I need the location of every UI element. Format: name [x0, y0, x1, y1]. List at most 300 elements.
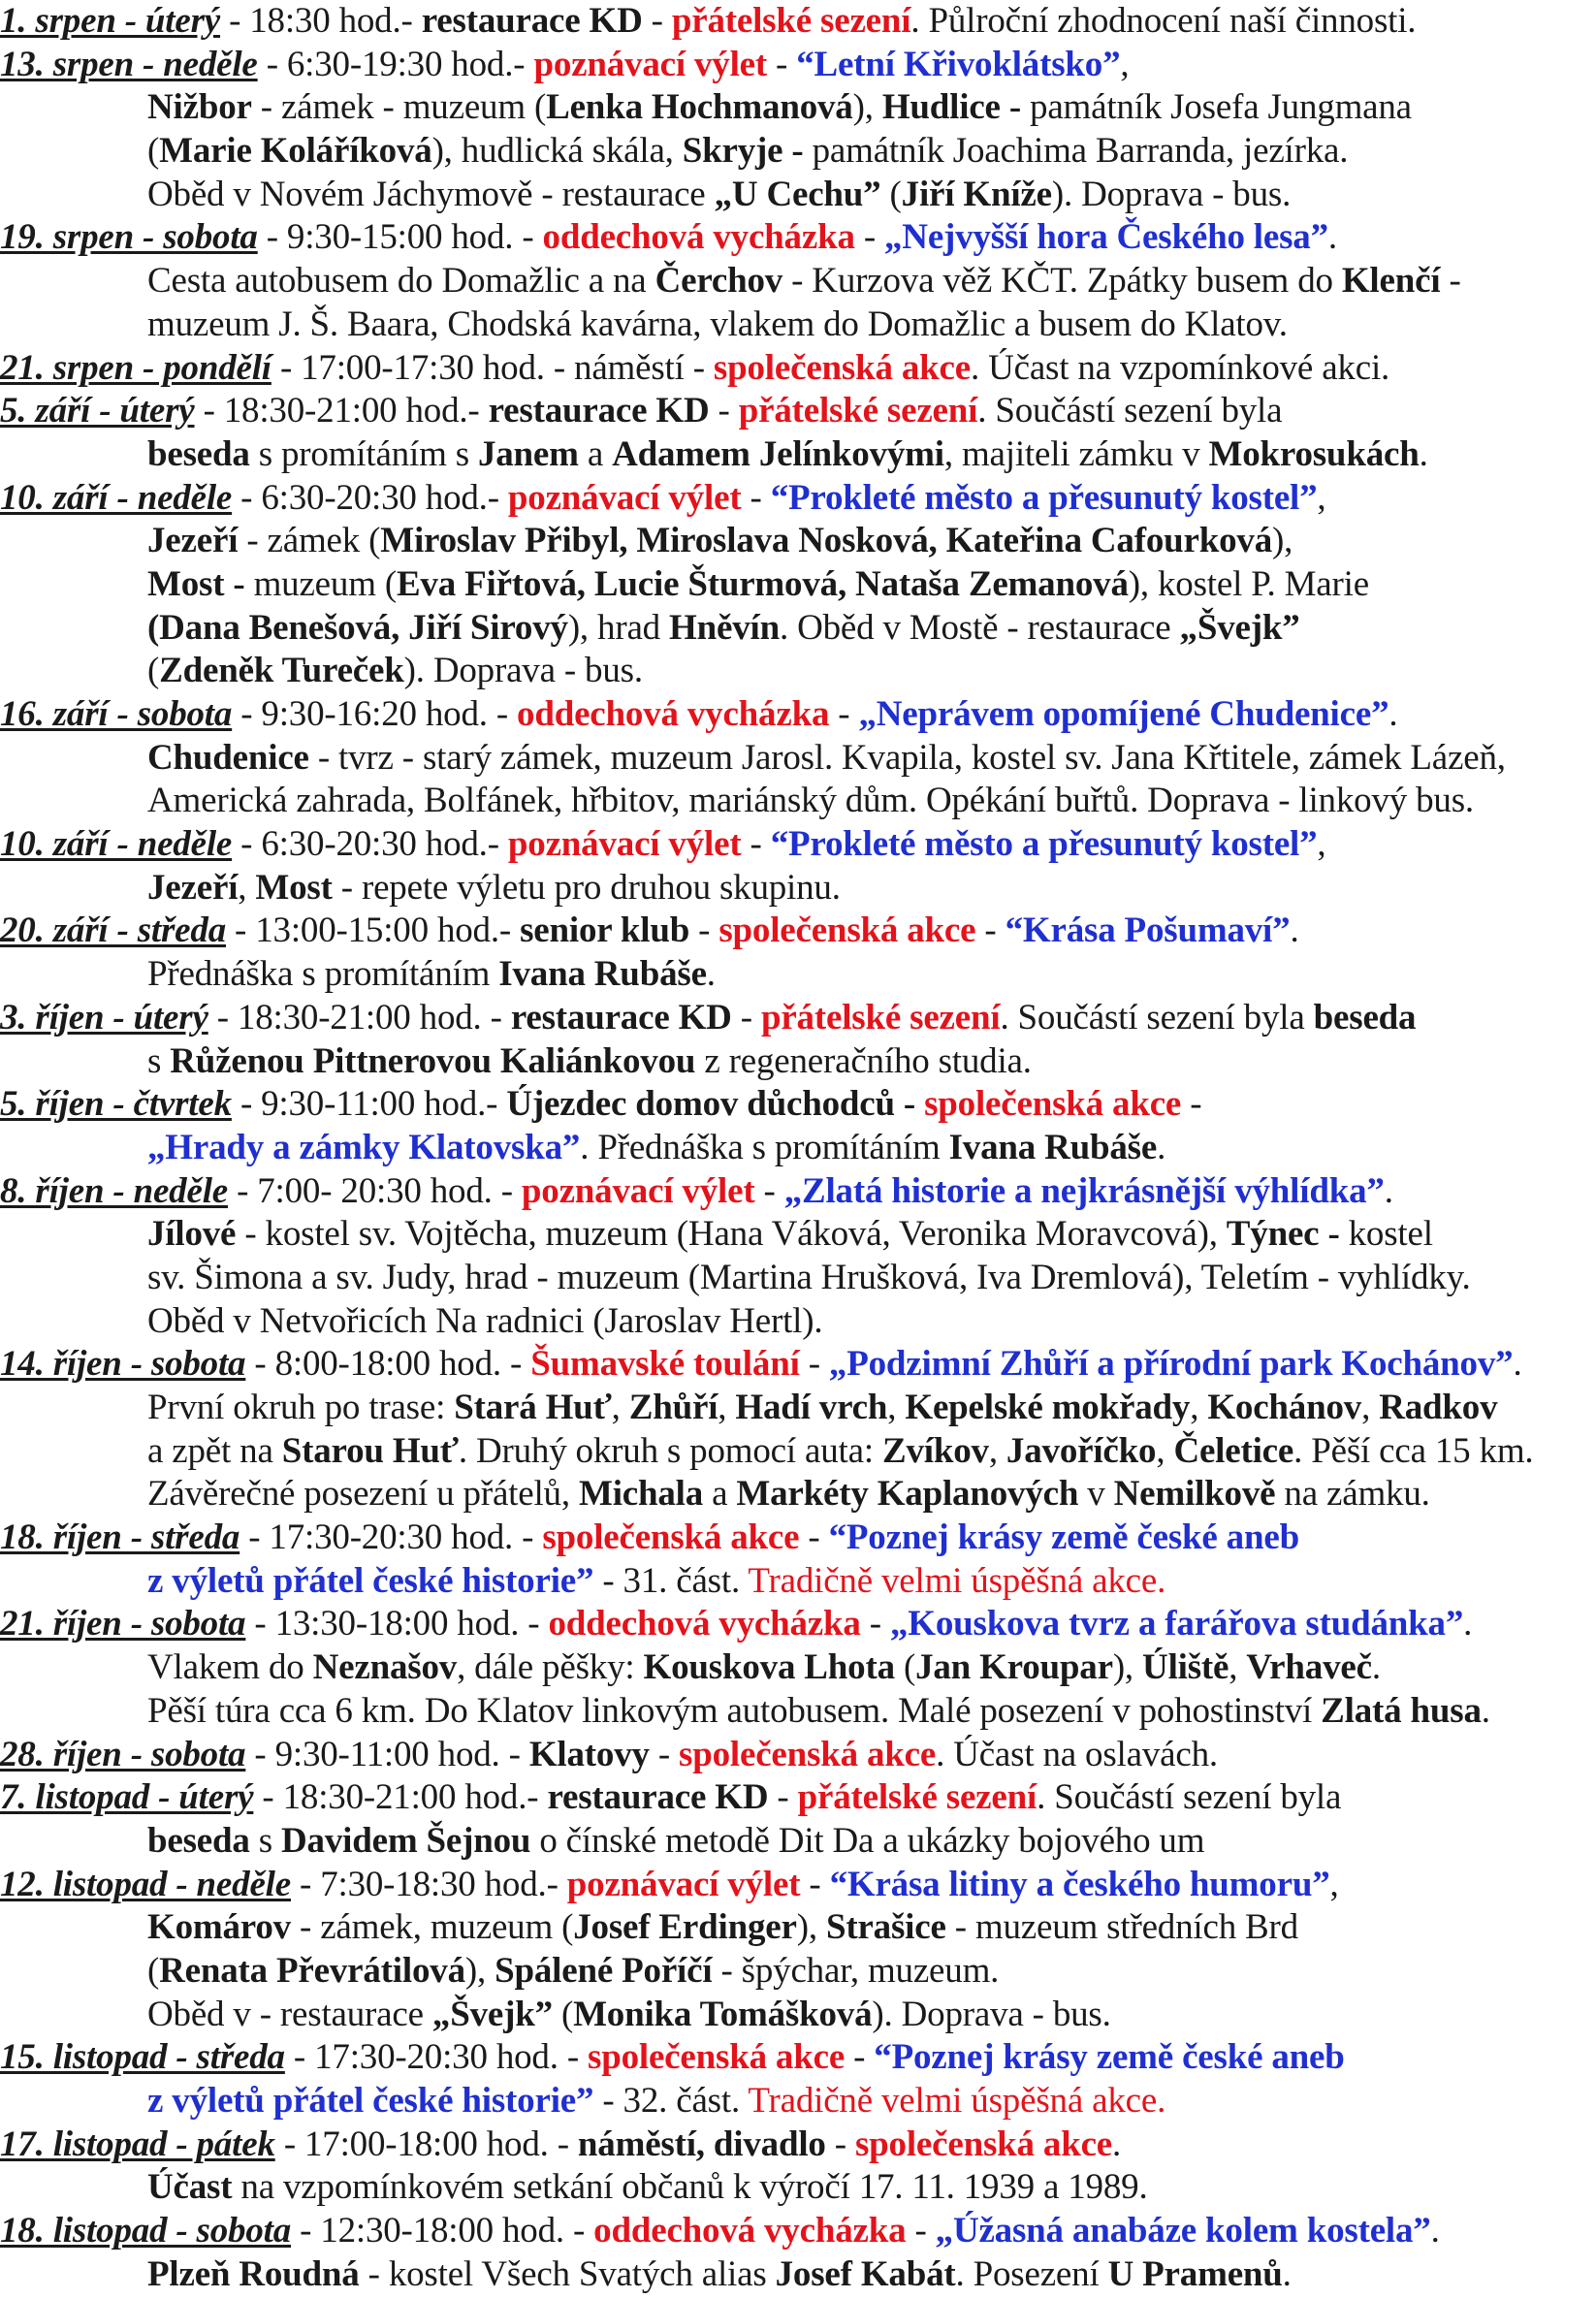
event-date: 14. říjen - sobota [0, 1344, 246, 1385]
bold-text: beseda [147, 1820, 250, 1861]
text: - 17:00-17:30 hod. - náměstí - [271, 347, 714, 388]
event-line [0, 2036, 1592, 2080]
text: - [800, 1864, 830, 1904]
bold-text: „U Cechu” [714, 174, 881, 214]
bold-text: restaurace KD [421, 1, 643, 41]
text: ), [464, 1950, 495, 1991]
text: , [1120, 44, 1130, 84]
text: - [860, 1604, 890, 1644]
event-line [0, 1734, 1592, 1777]
detail-line [0, 86, 1592, 130]
text: - 31. část. [593, 1560, 749, 1601]
event-type: poznávací výlet [566, 1864, 801, 1904]
text: , [1317, 477, 1326, 518]
bold-text: Javoříčko [1005, 1430, 1157, 1471]
event-title: “Krása litiny a českého humoru” [829, 1864, 1330, 1904]
event-date: 28. říjen - sobota [0, 1734, 246, 1774]
text: - [741, 477, 771, 518]
detail-line [0, 737, 1592, 781]
text: , [238, 867, 256, 908]
text: Vlakem do [147, 1647, 313, 1688]
text: . Účast na oslavách. [936, 1734, 1218, 1774]
text: - 13:00-15:00 hod.- [226, 910, 521, 951]
bold-text: Adamem Jelínkovými [612, 433, 944, 474]
event-type: přátelské sezení [738, 391, 978, 431]
event-date: 21. srpen - pondělí [0, 347, 271, 388]
text: v [1078, 1474, 1114, 1515]
event-title: “Letní Křivoklátsko” [796, 44, 1121, 84]
text: - repete výletu pro druhou skupinu. [332, 867, 841, 908]
bold-text: Davidem Šejnou [281, 1820, 531, 1861]
text: - [799, 1517, 829, 1558]
text: - 17:30-20:30 hod. - [284, 2037, 588, 2078]
text: - [854, 217, 884, 258]
event-title: z výletů přátel české historie” [147, 2081, 594, 2121]
event-type: poznávací výlet [507, 824, 742, 865]
detail-line [0, 607, 1592, 651]
text: ), [1272, 521, 1293, 561]
text: - 13:30-18:00 hod. - [245, 1604, 549, 1644]
text: . [1157, 1127, 1166, 1167]
bold-text: Čeletice [1173, 1430, 1294, 1471]
text: ( [880, 174, 902, 214]
text: - [689, 910, 719, 951]
text: - [768, 1777, 798, 1818]
bold-text: Monika Tomášková [573, 1994, 873, 2034]
text: . [1419, 433, 1428, 474]
text: , [1156, 1430, 1174, 1471]
text: - [845, 2037, 875, 2078]
event-line [0, 1083, 1592, 1127]
text: . [1430, 2211, 1440, 2251]
bold-text: senior klub [520, 910, 690, 951]
red-note: Tradičně velmi úspěšná akce. [748, 1560, 1166, 1601]
event-line [0, 1603, 1592, 1646]
text: památník Joachima Barranda, jezírka. [803, 131, 1349, 172]
detail-line [0, 2166, 1592, 2210]
text: - 9:30-15:00 hod. - [257, 217, 543, 258]
text: - 6:30-20:30 hod.- [232, 477, 508, 518]
text: - Kurzova věž KČT. Zpátky busem do [782, 261, 1342, 302]
event-date: 5. říjen - čtvrtek [0, 1084, 232, 1125]
text: , [1190, 1388, 1208, 1427]
event-title: „Nejvyšší hora Českého lesa” [884, 217, 1328, 258]
text: , [611, 1388, 629, 1427]
text: ), [796, 1907, 826, 1948]
bold-text: Marie Koláříková [159, 131, 432, 172]
event-type: oddechová vycházka [548, 1604, 861, 1644]
bold-text: Jezeří [147, 521, 239, 561]
detail-line [0, 303, 1592, 347]
text: na vzpomínkovém setkání občanů k výročí 17. 11. 1939 a 1989. [232, 2167, 1148, 2208]
bold-text: Zlatá husa [1321, 1690, 1482, 1731]
text: - zámek ( [238, 521, 381, 561]
text: - 7:30-18:30 hod.- [290, 1864, 567, 1904]
text: , [988, 1430, 1006, 1471]
detail-line [0, 1820, 1592, 1864]
text: a [703, 1474, 737, 1515]
text: . Součástí sezení byla [1000, 997, 1314, 1038]
event-type: společenská akce [924, 1084, 1182, 1125]
text: sv. Šimona a sv. Judy, hrad - muzeum (Martina Hrušková, Iva Dremlová), Teletím - vyhlídky. [147, 1257, 1471, 1297]
event-type: poznávací výlet [521, 1170, 755, 1211]
detail-line [0, 260, 1592, 303]
text: - zámek - muzeum ( [251, 87, 547, 128]
red-note: Tradičně velmi úspěšná akce. [748, 2081, 1166, 2121]
event-date: 18. listopad - sobota [0, 2211, 292, 2251]
event-title: “Poznej krásy země české aneb [874, 2037, 1345, 2078]
event-type: přátelské sezení [797, 1777, 1037, 1818]
bold-text: Zvíkov [881, 1430, 989, 1471]
event-date: 15. listopad - středa [0, 2037, 285, 2078]
text: První okruh po trase: [147, 1388, 455, 1427]
event-date: 19. srpen - sobota [0, 217, 258, 258]
text: - muzeum středních Brd [945, 1907, 1298, 1948]
event-title: „Neprávem opomíjené Chudenice” [858, 694, 1389, 734]
bold-text: Kouskova Lhota [643, 1647, 895, 1688]
event-date: 10. září - neděle [0, 477, 233, 518]
bold-text: Strašice [825, 1907, 946, 1948]
bold-text: beseda [1313, 997, 1417, 1038]
text: - [731, 997, 761, 1038]
detail-line [0, 1994, 1592, 2037]
text: - 6:30-20:30 hod.- [232, 824, 508, 865]
bold-text: restaurace KD [510, 997, 732, 1038]
text: . Součástí sezení byla [1037, 1777, 1342, 1818]
text: ( [147, 651, 160, 691]
text: ), [852, 87, 882, 128]
text: a zpět na [147, 1430, 282, 1471]
bold-text: Josef Erdinger [573, 1907, 797, 1948]
text: - 32. část. [593, 2081, 749, 2121]
bold-text: restaurace KD [547, 1777, 769, 1818]
text: . Půlroční zhodnocení naší činnosti. [910, 1, 1417, 41]
text: - [799, 1344, 829, 1385]
bold-text: Radkov [1379, 1388, 1498, 1427]
text: - 9:30-16:20 hod. - [232, 694, 518, 734]
event-type: oddechová vycházka [593, 2211, 907, 2251]
text: , [1229, 1647, 1247, 1688]
text: - 18:30 hod.- [220, 1, 422, 41]
text: - 7:00- 20:30 hod. - [228, 1170, 522, 1211]
detail-line [0, 780, 1592, 823]
text: . Součástí sezení byla [977, 391, 1283, 431]
bold-text: Jezeří [147, 867, 239, 908]
bold-text: Klenčí [1341, 261, 1441, 302]
text: s promítáním s [249, 433, 478, 474]
text: - 18:30-21:00 hod.- [194, 391, 489, 431]
text: - 9:30-11:00 hod. - [245, 1734, 529, 1774]
bold-text: „Švejk” [1179, 607, 1300, 648]
event-title: „Zlatá historie a nejkrásnější výhlídka” [783, 1170, 1385, 1211]
text: ( [552, 1994, 574, 2034]
text: - kostel Všech Svatých alias [359, 2253, 776, 2294]
event-type: přátelské sezení [671, 1, 911, 41]
text: ( [147, 131, 160, 172]
text: - 18:30-21:00 hod.- [253, 1777, 548, 1818]
text: - tvrz - starý zámek, muzeum Jarosl. Kvapila, kostel sv. Jana Křtitele, zámek Lázeň, [308, 737, 1506, 778]
text: . [1327, 217, 1337, 258]
bold-text: náměstí, divadlo [577, 2123, 826, 2164]
text: - [906, 2211, 936, 2251]
event-title: „Kouskova tvrz a farářova studánka” [889, 1604, 1464, 1644]
detail-line [0, 1300, 1592, 1344]
bold-text: Starou Huť [281, 1430, 459, 1471]
bold-text: Zhůří [628, 1388, 718, 1427]
detail-line [0, 2080, 1592, 2123]
text: s [249, 1820, 282, 1861]
bold-text: Čerchov [654, 261, 783, 302]
event-type: společenská akce [713, 347, 971, 388]
text: , [718, 1388, 736, 1427]
event-date: 16. září - sobota [0, 694, 233, 734]
text: památník Josefa Jungmana [1020, 87, 1412, 128]
event-date: 20. září - středa [0, 910, 226, 951]
text: ), hudlická skála, [431, 131, 683, 172]
bold-text: Nemilkově [1113, 1474, 1276, 1515]
text: ), hrad [567, 607, 670, 648]
event-title: “Prokleté město a přesunutý kostel” [770, 477, 1318, 518]
event-date: 8. říjen - neděle [0, 1170, 229, 1211]
detail-line [0, 1430, 1592, 1474]
detail-line [0, 1040, 1592, 1084]
text: . [1384, 1170, 1393, 1211]
detail-line [0, 433, 1592, 477]
text: , [887, 1388, 906, 1427]
detail-line [0, 1213, 1592, 1257]
detail-line [0, 1950, 1592, 1994]
bold-text: Michala [578, 1474, 704, 1515]
text: - 9:30-11:00 hod.- [231, 1084, 507, 1125]
text: - 17:30-20:30 hod. - [239, 1517, 543, 1558]
detail-line [0, 174, 1592, 217]
text: - 12:30-18:00 hod. - [291, 2211, 594, 2251]
bold-text: Renata Převrátilová [159, 1950, 465, 1991]
event-date: 21. říjen - sobota [0, 1604, 246, 1644]
text: . Přednáška s promítáním [580, 1127, 949, 1167]
bold-text: Most [255, 867, 333, 908]
event-line [0, 347, 1592, 391]
detail-line [0, 1473, 1592, 1517]
text: - 17:00-18:00 hod. - [274, 2123, 578, 2164]
event-type: společenská akce [542, 1517, 800, 1558]
bold-text: Spálené Poříčí [495, 1950, 713, 1991]
text: - [1181, 1084, 1202, 1125]
text: z regeneračního studia. [695, 1040, 1032, 1081]
bold-text: Úliště [1142, 1647, 1229, 1688]
event-line [0, 0, 1592, 44]
event-type: společenská akce [679, 1734, 937, 1774]
bold-text: Skryje - [682, 131, 804, 172]
event-type: společenská akce [718, 910, 976, 951]
text: ). Doprava - bus. [872, 1994, 1111, 2034]
text: - [649, 1734, 680, 1774]
detail-line [0, 953, 1592, 997]
bold-text: Jan Kroupar [915, 1647, 1113, 1688]
bold-text: restaurace KD [488, 391, 710, 431]
text: - 6:30-19:30 hod.- [257, 44, 534, 84]
text: ), [1112, 1647, 1143, 1688]
event-line [0, 1776, 1592, 1820]
bold-text: Eva Fiřtová, Lucie Šturmová, Nataša Zemanová [396, 563, 1129, 604]
event-date: 5. září - úterý [0, 391, 195, 431]
detail-line [0, 130, 1592, 174]
bold-text: Jílové [147, 1214, 237, 1255]
event-date: 12. listopad - neděle [0, 1864, 291, 1904]
detail-line [0, 1387, 1592, 1430]
bold-text: Účast [147, 2167, 233, 2208]
event-type: společenská akce [854, 2123, 1113, 2164]
text: - [825, 2123, 855, 2164]
bold-text: Hadí vrch [735, 1388, 888, 1427]
text: - [642, 1, 672, 41]
text: , majiteli zámku v [943, 433, 1209, 474]
text: . [1463, 1604, 1473, 1644]
event-date: 7. listopad - úterý [0, 1777, 254, 1818]
bold-text: Klatovy [528, 1734, 650, 1774]
bold-text: Stará Huť [454, 1388, 612, 1427]
text: - zámek, muzeum ( [290, 1907, 574, 1948]
event-type: společenská akce [588, 2037, 846, 2078]
event-title: “Krása Pošumaví” [1005, 910, 1291, 951]
detail-line [0, 520, 1592, 563]
text: a [578, 433, 613, 474]
bold-text: Hudlice - [881, 87, 1021, 128]
event-line [0, 390, 1592, 433]
text: - [975, 910, 1005, 951]
event-line [0, 216, 1592, 260]
event-date: 1. srpen - úterý [0, 1, 221, 41]
bold-text: Markéty Kaplanových [736, 1474, 1079, 1515]
text: . Oběd v Mostě - restaurace [779, 607, 1180, 648]
event-type: přátelské sezení [760, 997, 1001, 1038]
text: . [1282, 2253, 1292, 2294]
text: s [147, 1040, 171, 1081]
text: - špýchar, muzeum. [712, 1950, 1000, 1991]
bold-text: Josef Kabát [775, 2253, 956, 2294]
bold-text: Miroslav Přibyl, Miroslava Nosková, Kateřina Cafourková [380, 521, 1273, 561]
bold-text: Plzeň Roudná [147, 2253, 360, 2294]
bold-text: beseda [147, 433, 250, 474]
text: , [1329, 1864, 1339, 1904]
bold-text: Kochánov [1207, 1388, 1362, 1427]
event-title: “Poznej krásy země české aneb [828, 1517, 1299, 1558]
text: . [1290, 910, 1299, 951]
text: Oběd v Novém Jáchymově - restaurace [147, 174, 715, 214]
text: ), kostel P. Marie [1128, 563, 1369, 604]
event-title: z výletů přátel české historie” [147, 1560, 594, 1601]
bold-text: Jiří Kníže [901, 174, 1052, 214]
bold-text: Komárov [147, 1907, 291, 1948]
bold-text: (Dana Benešová, Jiří Sirový [147, 607, 568, 648]
event-line [0, 1343, 1592, 1387]
text: . [1481, 1690, 1490, 1731]
bold-text: Týnec - [1226, 1214, 1340, 1255]
bold-text: Zdeněk Tureček [159, 651, 404, 691]
text: - [709, 391, 739, 431]
bold-text: Hněvín [669, 607, 780, 648]
bold-text: Janem [477, 433, 579, 474]
text: Oběd v - restaurace [147, 1994, 432, 2034]
text: , dále pěšky: [457, 1647, 644, 1688]
event-line [0, 823, 1592, 867]
event-date: 3. říjen - úterý [0, 997, 208, 1038]
detail-line [0, 1646, 1592, 1690]
detail-line [0, 1127, 1592, 1170]
event-title: „Úžasná anabáze kolem kostela” [935, 2211, 1431, 2251]
text: - [767, 44, 797, 84]
text: . [1513, 1344, 1522, 1385]
detail-line [0, 1560, 1592, 1604]
bold-text: Chudenice [147, 737, 309, 778]
detail-line [0, 650, 1592, 693]
detail-line [0, 563, 1592, 607]
text: muzeum J. Š. Baara, Chodská kavárna, vlakem do Domažlic a busem do Klatov. [147, 303, 1288, 344]
text: , [1361, 1388, 1380, 1427]
text: ). Doprava - bus. [403, 651, 643, 691]
text: . Pěší cca 15 km. [1293, 1430, 1534, 1471]
detail-line [0, 1906, 1592, 1950]
event-type: poznávací výlet [507, 477, 742, 518]
detail-line [0, 1257, 1592, 1300]
event-date: 18. říjen - středa [0, 1517, 240, 1558]
bold-text: Kepelské mokřady [905, 1388, 1191, 1427]
text: ( [147, 1950, 160, 1991]
event-type: oddechová vycházka [542, 217, 855, 258]
text: - 8:00-18:00 hod. - [245, 1344, 531, 1385]
bold-text: Ivana Rubáše [498, 954, 707, 995]
event-line [0, 477, 1592, 521]
event-line [0, 1517, 1592, 1560]
bold-text: U Pramenů [1107, 2253, 1283, 2294]
bold-text: Vrhaveč [1246, 1647, 1372, 1688]
detail-line [0, 867, 1592, 910]
event-type: Šumavské toulání [530, 1344, 800, 1385]
text: . Druhý okruh s pomocí auta: [458, 1430, 882, 1471]
text: ). Doprava - bus. [1051, 174, 1292, 214]
text: Závěrečné posezení u přátelů, [147, 1474, 579, 1515]
text: . [1371, 1647, 1381, 1688]
detail-line [0, 2253, 1592, 2297]
event-line [0, 997, 1592, 1040]
event-line [0, 910, 1592, 953]
bold-text: Újezdec domov důchodců - [506, 1084, 916, 1125]
event-line [0, 1864, 1592, 1907]
text: - 18:30-21:00 hod. - [207, 997, 511, 1038]
bold-text: Růženou Pittnerovou Kaliánkovou [170, 1040, 696, 1081]
text: , [1317, 824, 1326, 865]
detail-line [0, 1690, 1592, 1734]
event-date: 17. listopad - pátek [0, 2123, 275, 2164]
text: Americká zahrada, Bolfánek, hřbitov, mariánský dům. Opékání buřtů. Doprava - linkový bus. [147, 781, 1474, 821]
bold-text: Most - [147, 563, 245, 604]
text [915, 1084, 924, 1124]
bold-text: „Švejk” [431, 1994, 553, 2034]
bold-text: Ivana Rubáše [948, 1127, 1158, 1167]
text: muzeum ( [244, 563, 397, 604]
event-type: oddechová vycházka [517, 694, 830, 734]
text: - [754, 1170, 784, 1211]
text: . Účast na vzpomínkové akci. [970, 347, 1390, 388]
text: Přednáška s promítáním [147, 954, 499, 995]
event-date: 10. září - neděle [0, 824, 233, 865]
text: kostel [1339, 1214, 1433, 1255]
bold-text: Nižbor [147, 87, 252, 128]
event-line [0, 1170, 1592, 1214]
text: - [1440, 261, 1461, 302]
text: Pěší túra cca 6 km. Do Klatov linkovým autobusem. Malé posezení v pohostinství [147, 1690, 1322, 1731]
event-line [0, 693, 1592, 737]
